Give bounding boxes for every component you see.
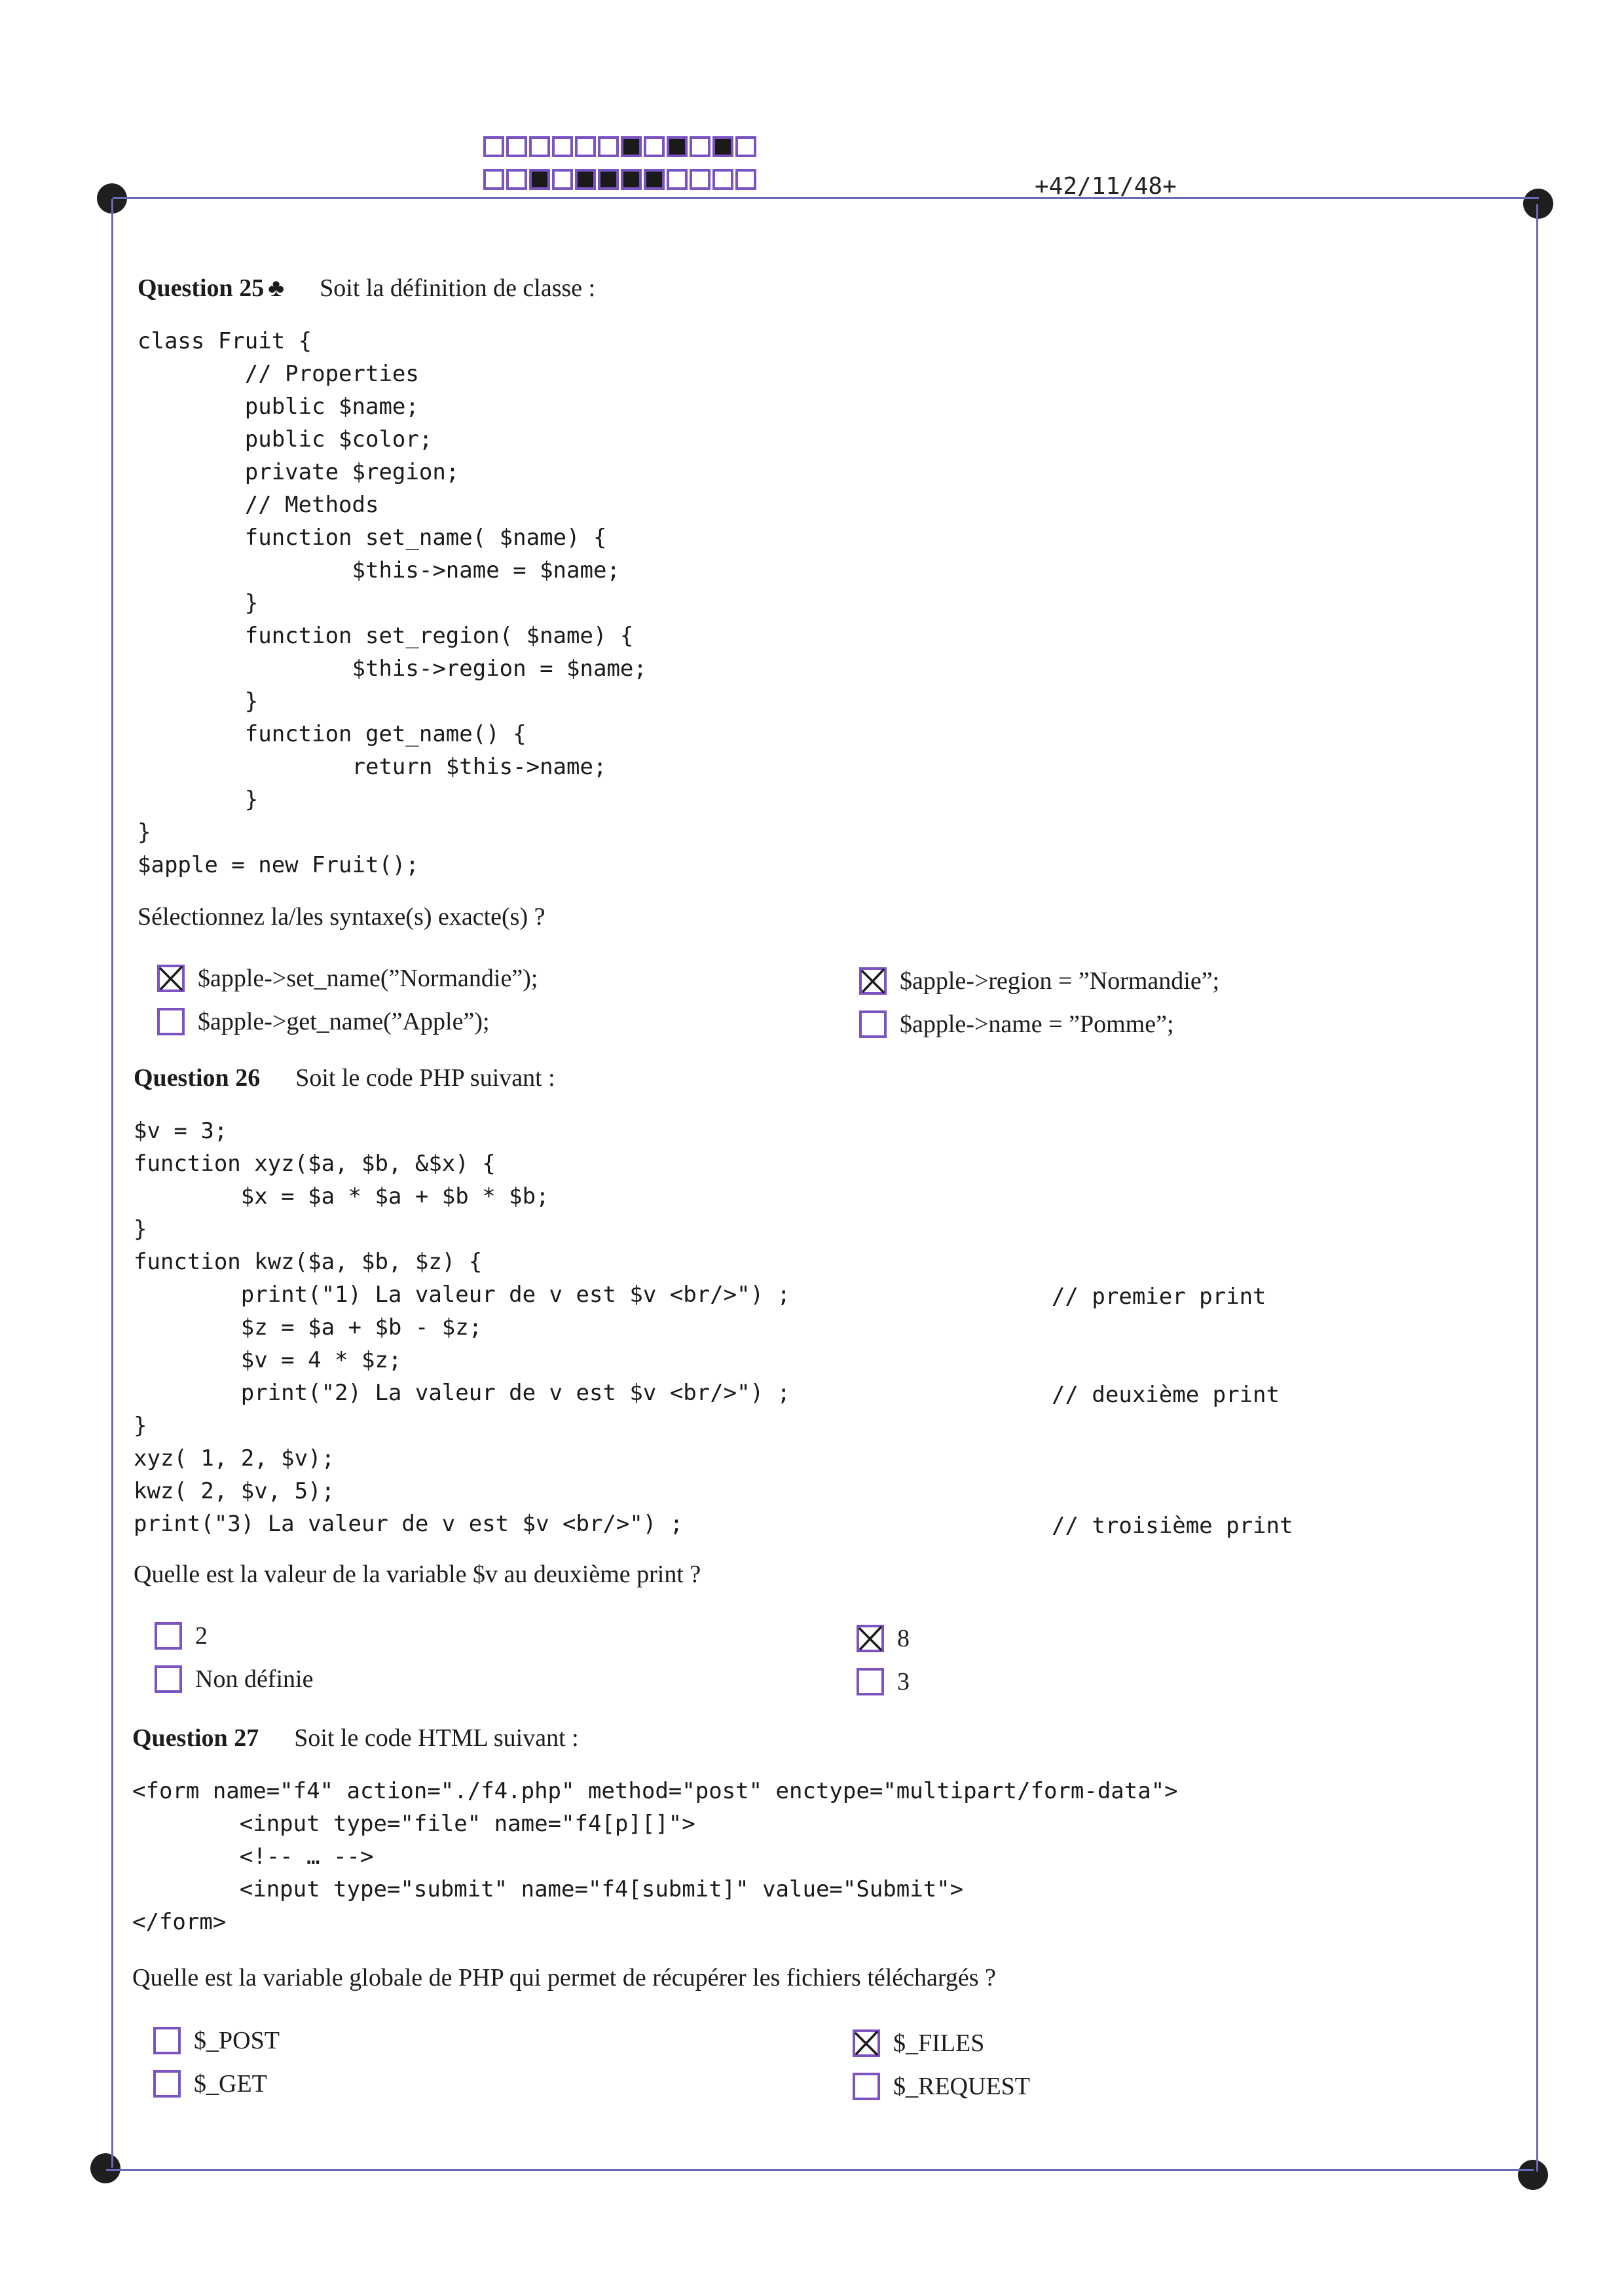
choice-label: $_GET [194,2070,267,2098]
barcode-cell [690,169,710,190]
frame-bottom [106,2169,1534,2171]
html-form-code: <form name="f4" action="./f4.php" method="post" enctype="multipart/form-data"> <input type="file" name="f4[p][]"> <!-- … --> <input type="submit" name="f4[submit]" value="Submit"> </form> [132,1778,1178,1935]
frame-right [1536,204,1538,2172]
checkbox[interactable] [157,965,185,992]
choice-label: $apple->get_name(”Apple”); [198,1008,490,1035]
page-id: +42/11/48+ [1035,173,1177,200]
barcode-cell [667,169,688,190]
barcode-cell [712,169,733,190]
frame-left [111,199,113,2168]
choice-label: 3 [897,1668,910,1695]
choice-q26-a[interactable] [155,1621,208,1650]
choice-q27-b[interactable] [153,2069,267,2098]
checkbox[interactable] [857,1625,884,1652]
choice-q27-d[interactable] [853,2072,1030,2101]
choice-label: 8 [897,1625,910,1652]
checkbox[interactable] [853,2029,880,2057]
php-class-code: class Fruit { // Properties public $name; public $color; private $region; // Methods function set_name( $name) { $this->name = $name; } function set_region( $name) { $this->region = $name; } function get_name() { return $this->name; } } $apple = new Fruit(); [138,328,647,878]
frame-top [113,197,1539,199]
checkbox[interactable] [859,1010,887,1038]
checkbox[interactable] [155,1665,182,1693]
question-27-header [132,1724,579,1752]
checkbox[interactable] [853,2073,880,2100]
checkbox[interactable] [859,967,887,995]
question-27-prompt: Quelle est la variable globale de PHP qui permet de récupérer les fichiers téléchargés ? [132,1964,996,1991]
choice-q27-a[interactable] [153,2026,280,2055]
choice-label: 2 [195,1622,208,1650]
comment-first-print: // premier print [1052,1284,1266,1310]
barcode-cell [552,136,573,157]
choice-label: $_REQUEST [893,2073,1030,2100]
question-26-header [134,1064,555,1092]
choice-q25-b[interactable] [157,1007,490,1036]
comment-second-print: // deuxième print [1052,1382,1280,1408]
question-label: Question 27 [132,1724,259,1752]
question-intro: Soit le code HTML suivant : [294,1724,579,1752]
registration-mark-top-right [1523,189,1553,219]
barcode-cell [575,169,596,190]
checkbox[interactable] [155,1622,182,1650]
barcode-cell [552,169,573,190]
choice-label: $apple->region = ”Normandie”; [900,967,1220,995]
choice-label: $apple->set_name(”Normandie”); [198,965,538,992]
barcode-cell [667,136,688,157]
barcode-row-1 [483,136,758,157]
barcode-cell [621,136,642,157]
check-x-icon [157,965,185,992]
checkbox[interactable] [157,1008,185,1035]
barcode-cell [506,169,527,190]
barcode-cell [483,136,504,157]
question-intro: Soit le code PHP suivant : [295,1064,555,1092]
barcode-cell [483,169,504,190]
barcode-cell [598,136,619,157]
choice-label: $apple->name = ”Pomme”; [900,1010,1174,1038]
barcode-cell [644,169,665,190]
barcode-cell [690,136,710,157]
choice-q25-a[interactable] [157,964,538,993]
question-intro: Soit la définition de classe : [320,274,596,302]
question-26-prompt: Quelle est la valeur de la variable $v au deuxième print ? [134,1561,701,1588]
comment-third-print: // troisième print [1052,1513,1293,1539]
check-x-icon [859,967,887,995]
checkbox[interactable] [857,1668,884,1695]
barcode-cell [529,169,550,190]
choice-label: $_FILES [893,2029,985,2057]
choice-q25-d[interactable] [859,1010,1174,1039]
check-x-icon [853,2029,880,2057]
barcode-row-2 [483,169,758,190]
php-function-code: $v = 3; function xyz($a, $b, &$x) { $x = $a * $a + $b * $b; } function kwz($a, $b, $z) { print("1) La valeur de v est $v <br/>") ; $z = $a + $b - $z; $v = 4 * $z; print("2) La valeur de v est $v <br/>") ; } xyz( 1, 2, $v); kwz( 2, $v, 5); print("3) La valeur de v est $v <br/>") ; [134,1118,791,1537]
barcode-cell [575,136,596,157]
barcode-cell [506,136,527,157]
barcode-cell [735,136,756,157]
barcode-cell [621,169,642,190]
choice-label: Non définie [195,1665,314,1693]
barcode-cell [712,136,733,157]
club-icon: ♣ [268,274,285,302]
barcode-cell [598,169,619,190]
checkbox[interactable] [153,2027,181,2054]
question-label: Question 26 [134,1064,261,1092]
question-label: Question 25 ♣ [138,274,285,302]
question-25-header [138,274,595,303]
barcode-cell [644,136,665,157]
registration-mark-bottom-left [90,2153,120,2183]
choice-q26-d[interactable] [857,1667,910,1696]
choice-q25-c[interactable] [859,967,1219,995]
barcode-cell [735,169,756,190]
choice-q26-b[interactable] [155,1665,313,1694]
barcode-cell [529,136,550,157]
choice-label: $_POST [194,2027,280,2054]
registration-mark-bottom-right [1518,2160,1548,2190]
check-x-icon [857,1625,884,1652]
choice-q26-c[interactable] [857,1624,910,1653]
question-25-prompt: Sélectionnez la/les syntaxe(s) exacte(s) ? [138,903,545,931]
checkbox[interactable] [153,2070,181,2098]
choice-q27-c[interactable] [853,2029,984,2058]
